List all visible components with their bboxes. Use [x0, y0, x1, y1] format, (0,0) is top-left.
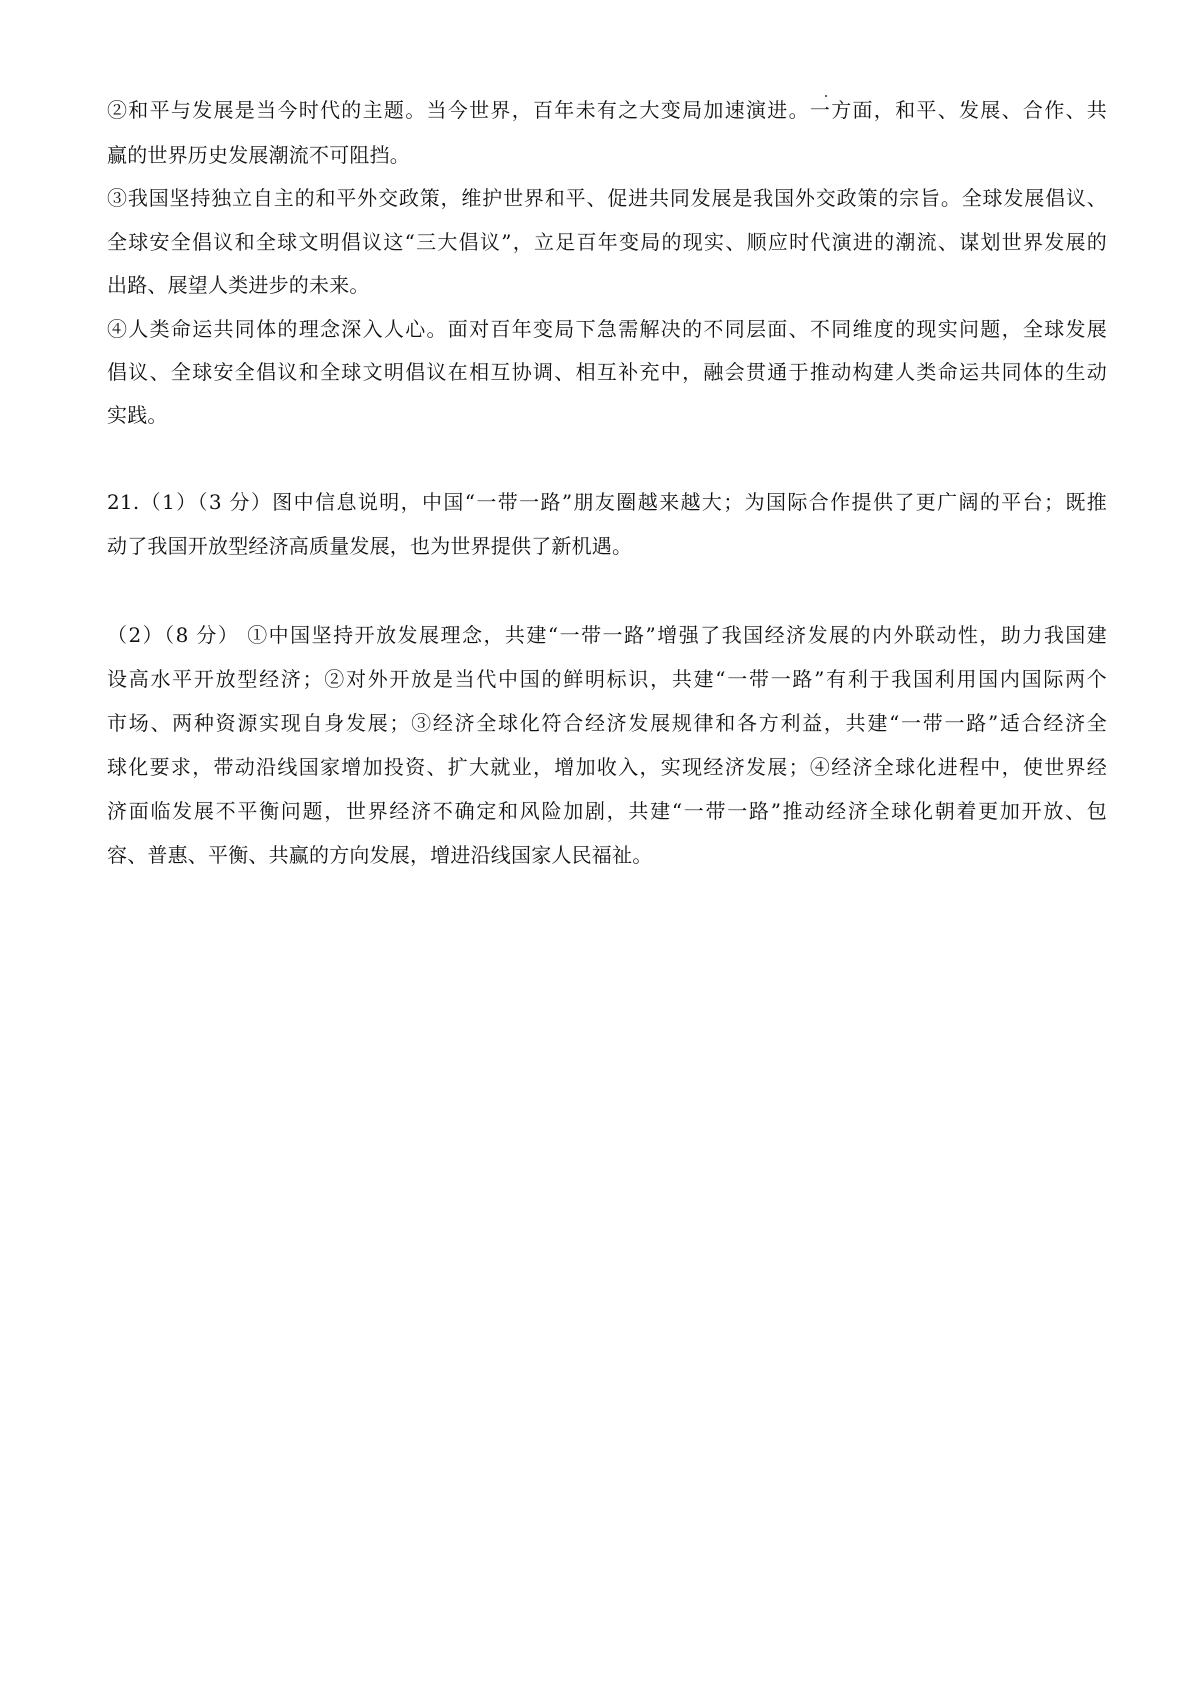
q21-part2-line: （2）（8 分） ①中国坚持开放发展理念，共建“一带一路”增强了我国经济发展的内外联动性，助力我国建 — [107, 623, 1107, 647]
q21-part1-line: 21.（1）（3 分）图中信息说明，中国“一带一路”朋友圈越来越大；为国际合作提供了更广阔的平台；既推 — [107, 490, 1107, 514]
q21-part2-line: 球化要求，带动沿线国家增加投资、扩大就业，增加收入，实现经济发展；④经济全球化进程中，使世界经 — [107, 755, 1107, 779]
text-line: ④人类命运共同体的理念深入人心。面对百年变局下急需解决的不同层面、不同维度的现实问题，全球发展 — [107, 317, 1107, 341]
text-line: ③我国坚持独立自主的和平外交政策，维护世界和平、促进共同发展是我国外交政策的宗旨。全球发展倡议、 — [107, 186, 1107, 210]
text-line: ②和平与发展是当今时代的主题。当今世界，百年未有之大变局加速演进。一方面，和平、发展、合作、共 — [107, 98, 1107, 122]
text-line: 全球安全倡议和全球文明倡议这“三大倡议”，立足百年变局的现实、顺应时代演进的潮流、谋划世界发展的 — [107, 230, 1107, 254]
text-line: 出路、展望人类进步的未来。 — [107, 273, 370, 297]
text-line: 倡议、全球安全倡议和全球文明倡议在相互协调、相互补充中，融会贯通于推动构建人类命运共同体的生动 — [107, 360, 1107, 384]
q21-part2-line: 容、普惠、平衡、共赢的方向发展，增进沿线国家人民福祉。 — [107, 843, 653, 867]
text-line: 实践。 — [107, 403, 168, 427]
q21-part2-line: 济面临发展不平衡问题，世界经济不确定和风险加剧，共建“一带一路”推动经济全球化朝着更加开放、包 — [107, 799, 1107, 823]
text-line: 赢的世界历史发展潮流不可阻挡。 — [107, 143, 410, 167]
q21-part2-line: 市场、两种资源实现自身发展；③经济全球化符合经济发展规律和各方利益，共建“一带一路”适合经济全 — [107, 711, 1107, 735]
q21-part2-line: 设高水平开放型经济；②对外开放是当代中国的鲜明标识，共建“一带一路”有利于我国利用国内国际两个 — [107, 667, 1107, 691]
q21-part1-line: 动了我国开放型经济高质量发展，也为世界提供了新机遇。 — [107, 534, 633, 558]
